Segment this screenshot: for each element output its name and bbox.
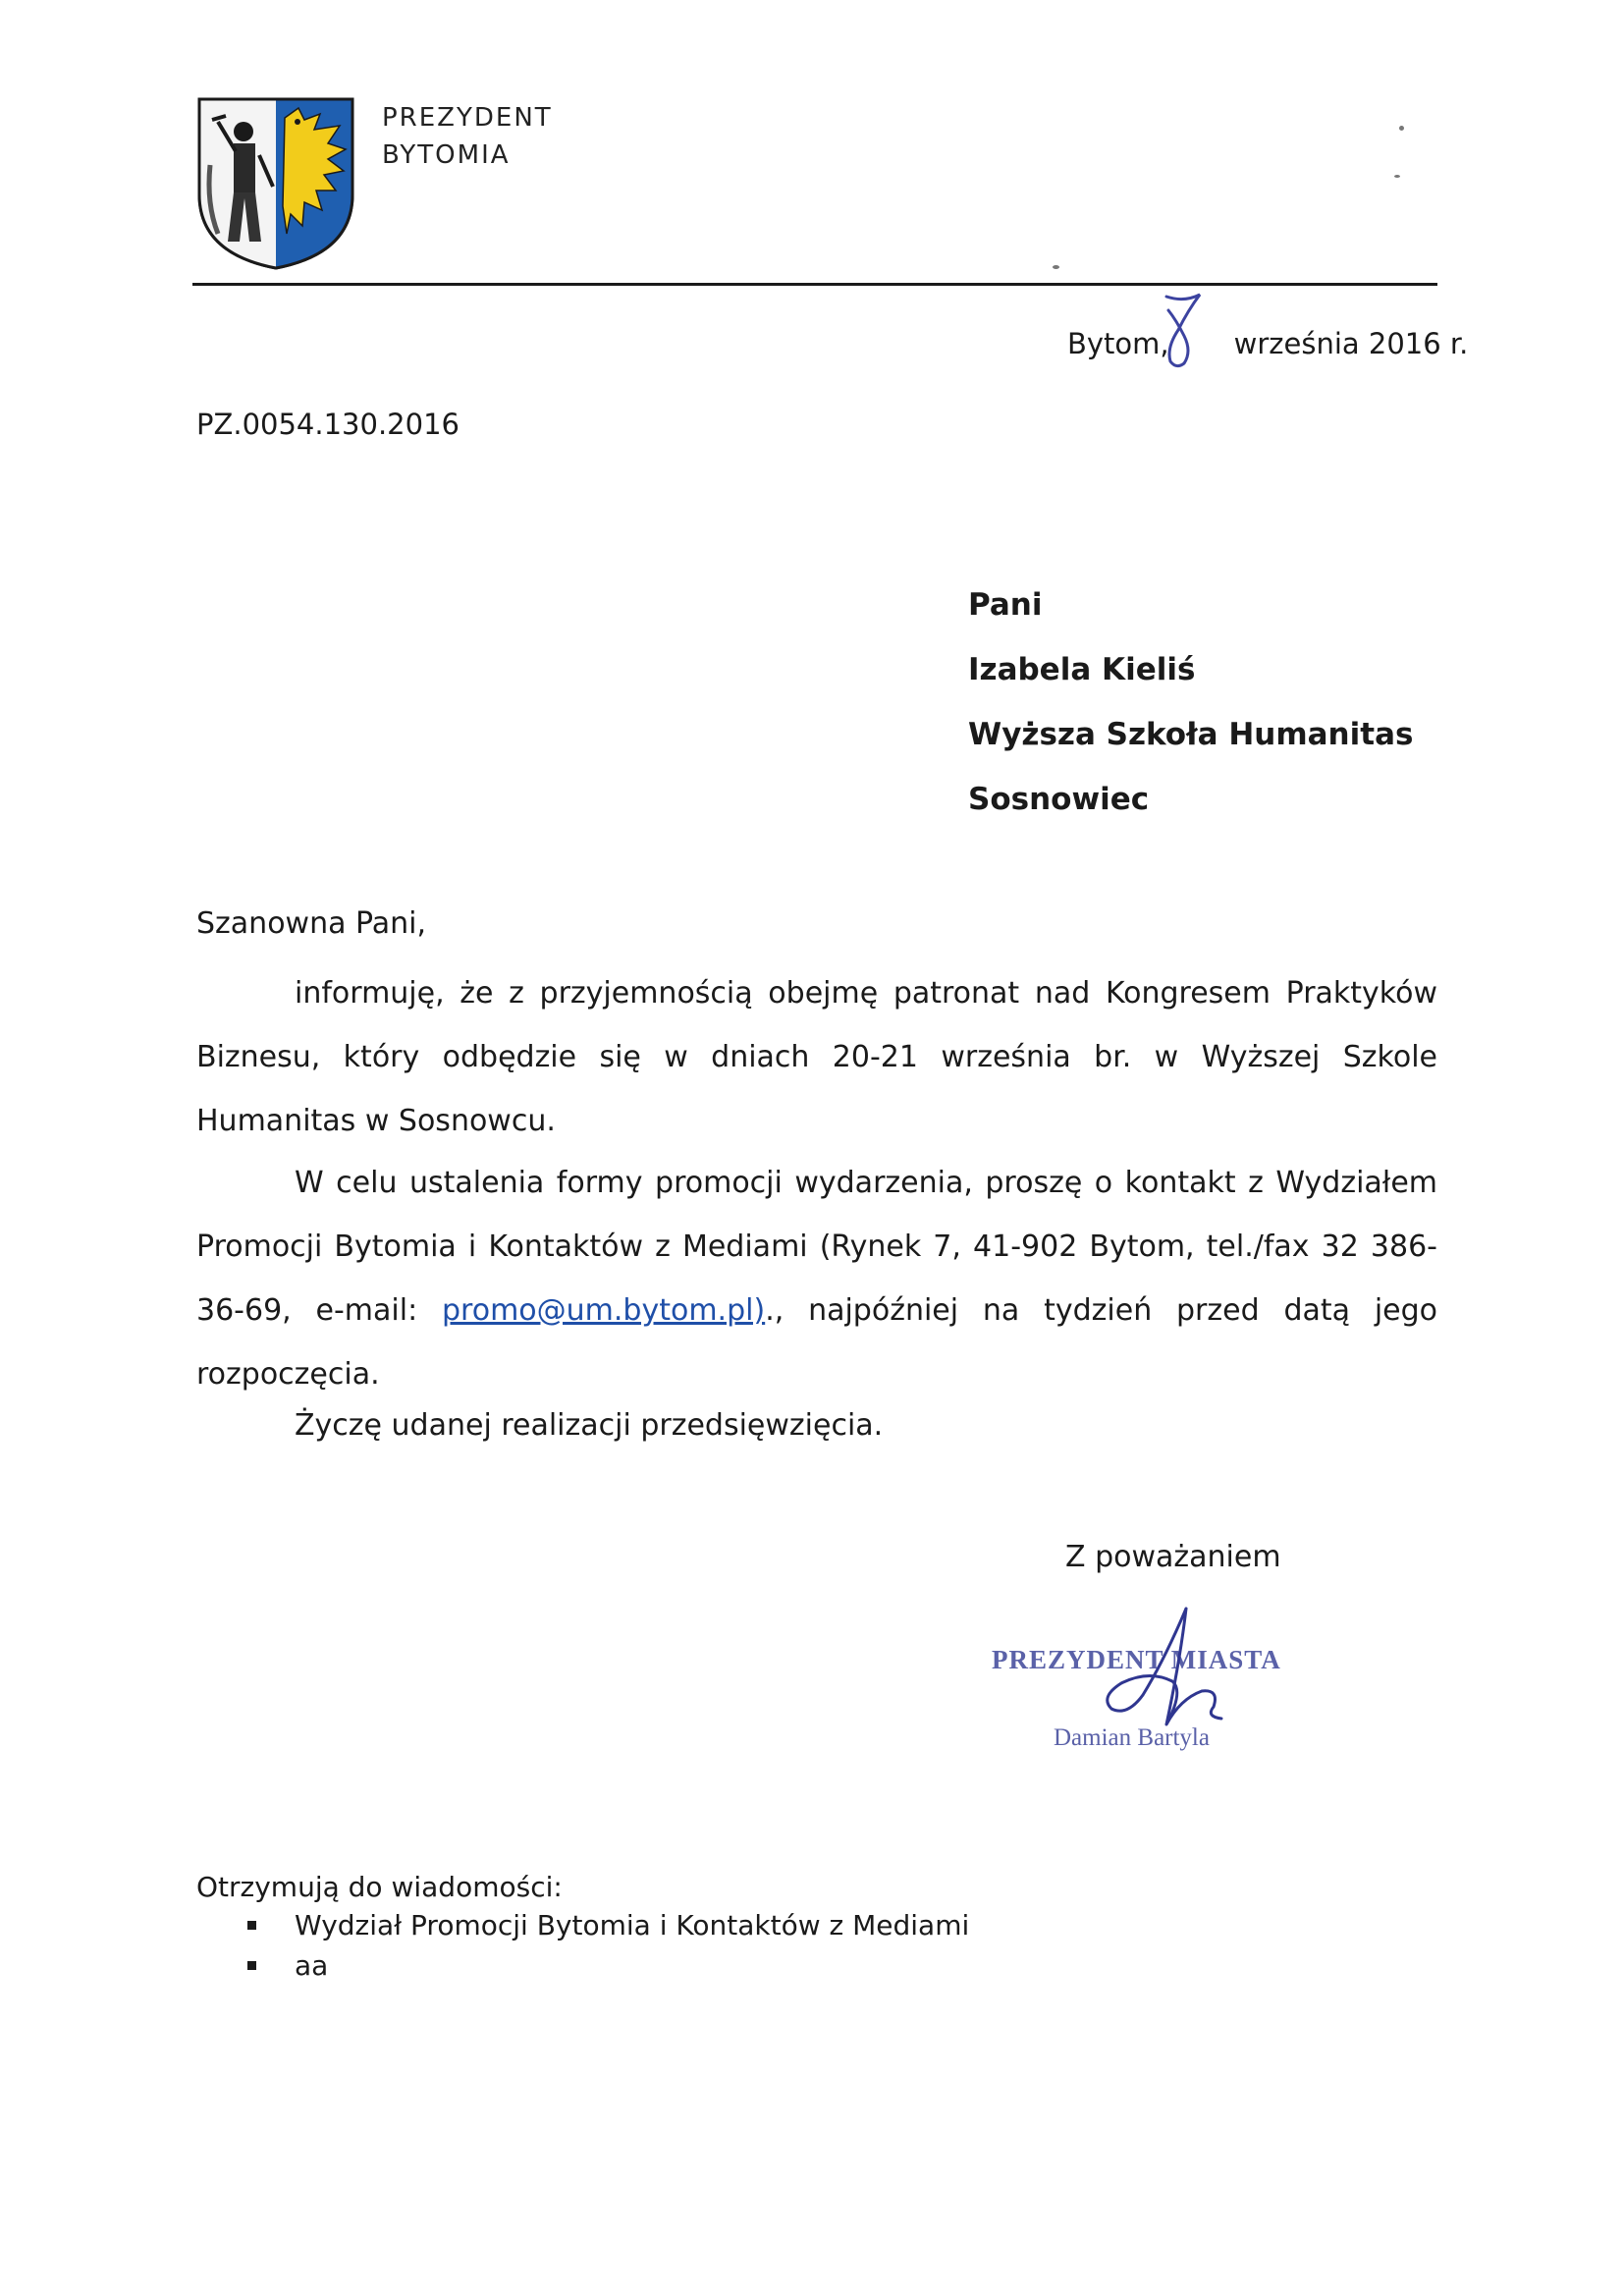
issuer-line-2: BYTOMIA [382, 140, 511, 170]
cc-title: Otrzymują do wiadomości: [196, 1871, 563, 1903]
list-item [247, 1905, 969, 1945]
date-month-year: września 2016 r. [1233, 327, 1469, 360]
scan-speck [1399, 126, 1404, 131]
date-place: Bytom, [1067, 327, 1169, 360]
bullet-icon [247, 1961, 256, 1970]
paragraph-contact [196, 1151, 1437, 1406]
stamp-name: Damian Bartyla [1054, 1724, 1210, 1751]
issuer-line-1: PREZYDENT [382, 103, 553, 133]
scan-speck [1394, 175, 1400, 178]
reference-number: PZ.0054.130.2016 [196, 408, 460, 441]
cc-item-label: Wydział Promocji Bytomia i Kontaktów z Mediami [295, 1909, 970, 1941]
cc-list [247, 1905, 969, 1986]
bullet-icon [247, 1921, 256, 1930]
date-line [1067, 327, 1468, 360]
cc-item-label: aa [295, 1949, 329, 1982]
header-divider [192, 283, 1437, 286]
issuer-heading [382, 99, 553, 174]
list-item [247, 1945, 969, 1986]
addressee-line-2: Izabela Kieliś [968, 652, 1196, 687]
addressee-line-4: Sosnowiec [968, 782, 1150, 817]
addressee-line-1: Pani [968, 587, 1043, 623]
closing: Z poważaniem [1065, 1540, 1281, 1574]
paragraph-patronage: informuję, że z przyjemnością obejmę patronat nad Kongresem Praktyków Biznesu, który odbędzie się w dniach 20-21 września br. w Wyższej Szkole Humanitas w Sosnowcu. [196, 976, 1437, 1138]
handwritten-signature-icon [1070, 1601, 1267, 1768]
bytom-coat-of-arms-icon [196, 96, 355, 271]
scan-speck [1053, 265, 1059, 269]
stamp-title: PREZYDENT MIASTA [992, 1645, 1281, 1674]
salutation: Szanowna Pani, [196, 906, 427, 941]
paragraph-wishes: Życzę udanej realizacji przedsięwzięcia. [295, 1408, 884, 1443]
paragraph-contact-text: W celu ustalenia formy promocji wydarzenia, proszę o kontakt z Wydziałem Promocji Bytomia i Kontaktów z Mediami (Rynek 7, 41-902 Bytom, tel./fax 32 386-36-69, e-mail: [196, 1166, 1437, 1328]
addressee-block [968, 573, 1413, 832]
paragraph-contact-tail: ., najpóźniej na tydzień przed datą jego rozpoczęcia. [196, 1293, 1438, 1392]
handwritten-day-icon [1149, 291, 1216, 371]
email-link[interactable]: promo@um.bytom.pl) [442, 1293, 766, 1328]
addressee-line-3: Wyższa Szkoła Humanitas [968, 717, 1414, 752]
